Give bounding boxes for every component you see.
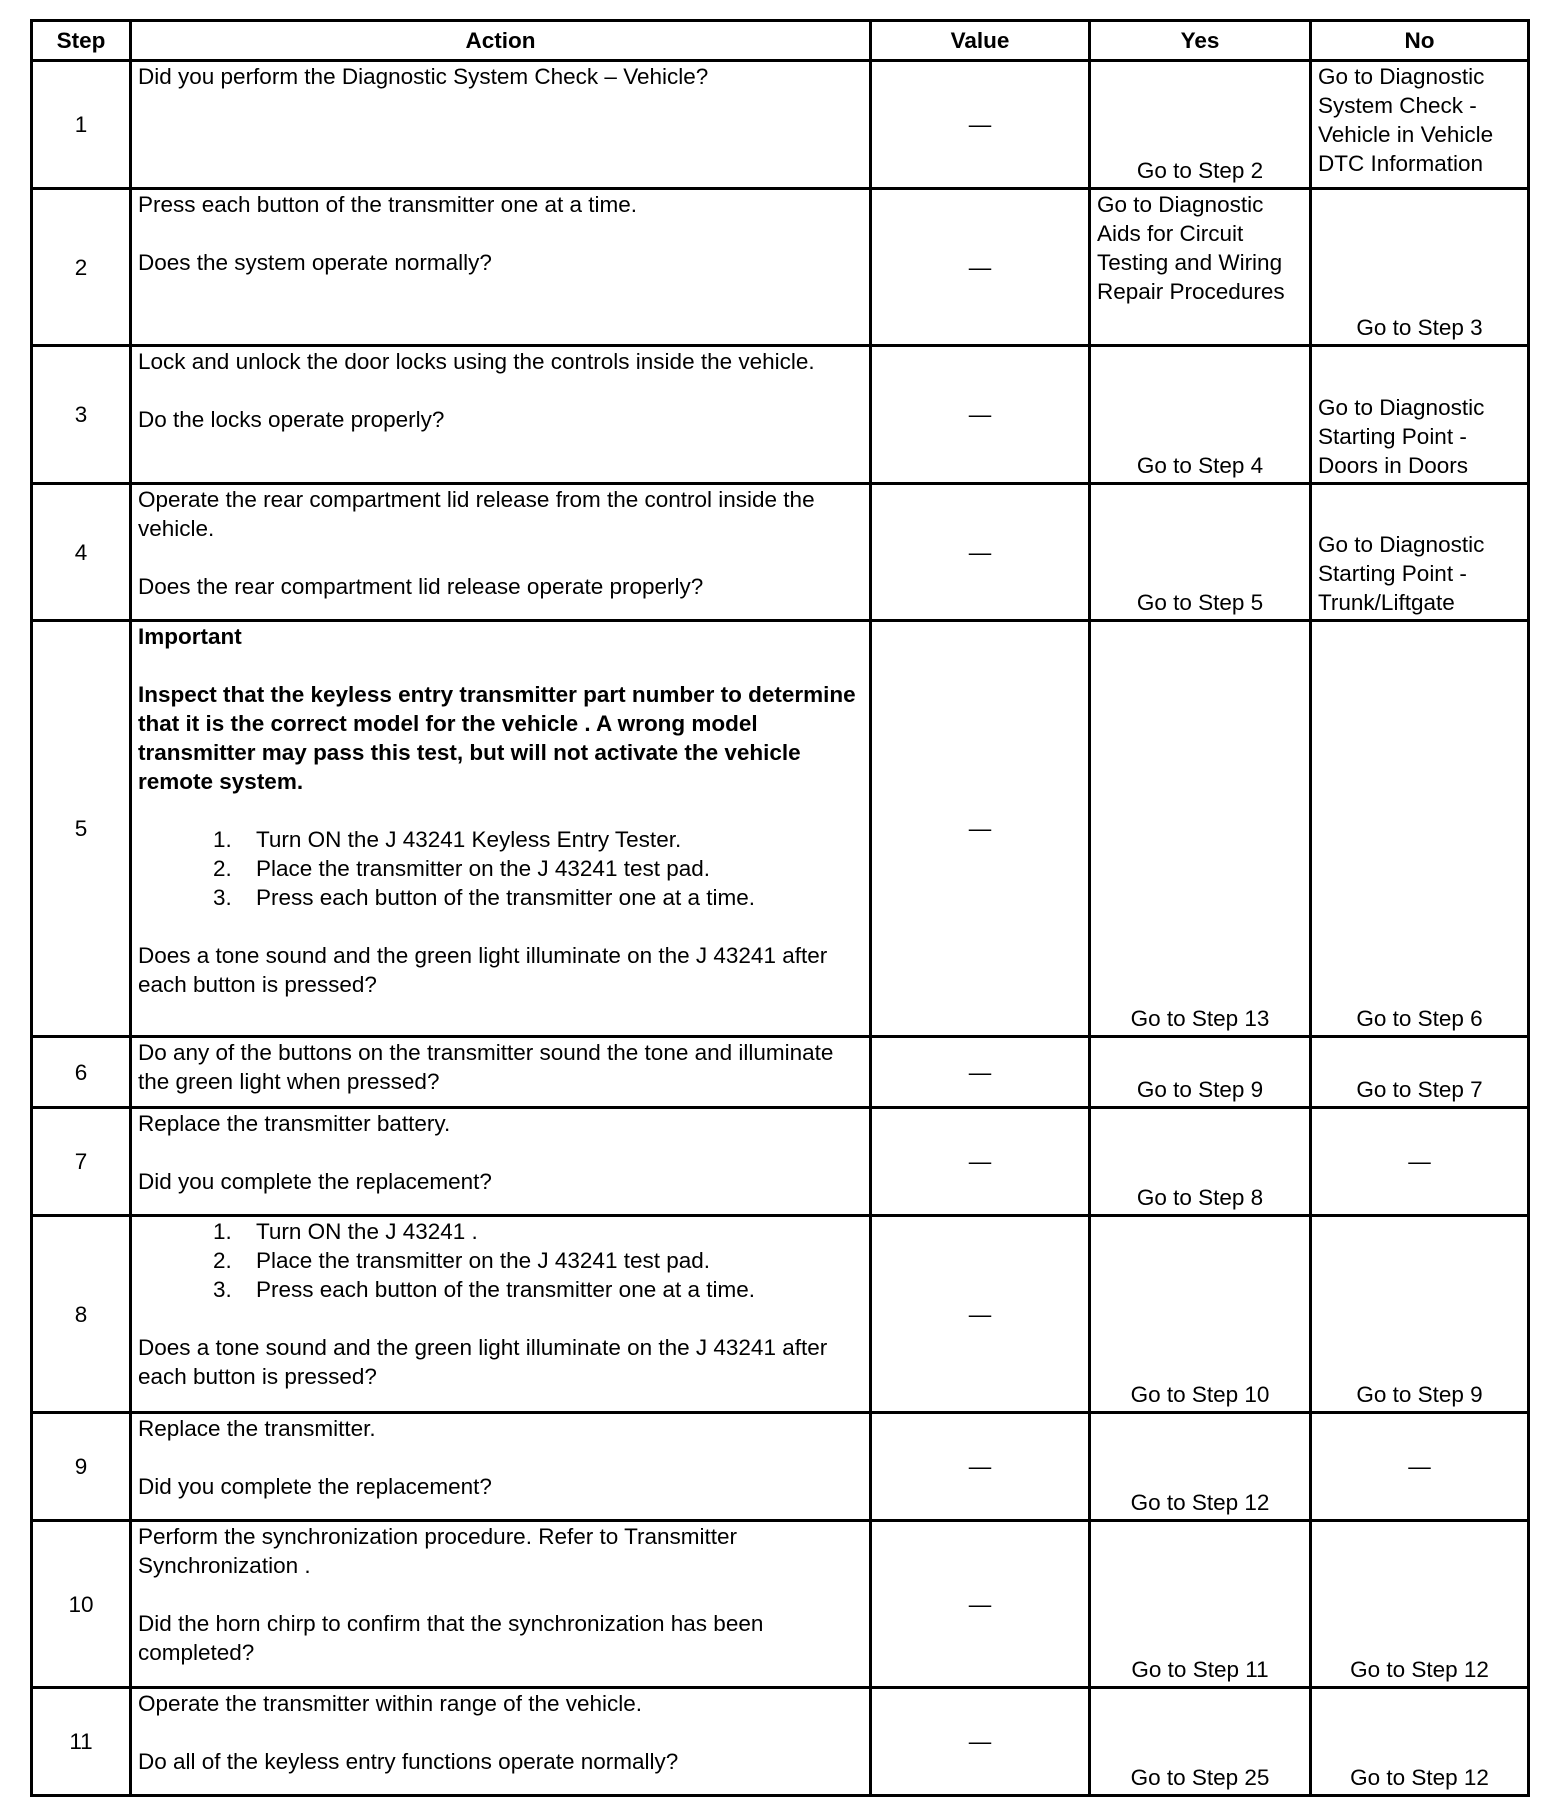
step-number: 11: [32, 1688, 131, 1796]
no-cell[interactable]: Go to Step 6: [1311, 621, 1529, 1037]
header-action: Action: [131, 21, 871, 61]
step-number: 9: [32, 1413, 131, 1521]
header-no: No: [1311, 21, 1529, 61]
action-cell: [131, 1413, 871, 1521]
table-row: [32, 1037, 1529, 1108]
action-cell: [131, 346, 871, 484]
action-cell: [131, 621, 871, 1037]
action-cell: [131, 1037, 871, 1108]
no-cell[interactable]: Go to Diagnostic Starting Point - Doors in Doors: [1311, 346, 1529, 484]
step-number: 10: [32, 1521, 131, 1688]
action-text: Did you perform the Diagnostic System Check – Vehicle?: [138, 64, 709, 89]
no-cell[interactable]: Go to Step 12: [1311, 1688, 1529, 1796]
procedure-step: 2. Place the transmitter on the J 43241 test pad.: [238, 1246, 863, 1275]
yes-cell[interactable]: Go to Step 9: [1090, 1037, 1311, 1108]
yes-cell[interactable]: Go to Step 10: [1090, 1216, 1311, 1413]
table-row: [32, 1521, 1529, 1688]
action-cell: [131, 484, 871, 621]
step-number: 6: [32, 1037, 131, 1108]
action-text: Replace the transmitter.: [138, 1416, 376, 1441]
step-number: 2: [32, 189, 131, 346]
action-question: Does the system operate normally?: [138, 250, 492, 275]
value-cell: —: [871, 61, 1090, 189]
step-number: 4: [32, 484, 131, 621]
important-note: Inspect that the keyless entry transmitter part number to determine that it is the correct model for the vehicle . A wrong model transmitter may pass this test, but will not activate the vehicle remote system.: [138, 682, 856, 794]
step-number: 3: [32, 346, 131, 484]
no-cell: —: [1311, 1413, 1529, 1521]
no-cell[interactable]: Go to Step 3: [1311, 189, 1529, 346]
action-cell: [131, 1216, 871, 1413]
value-cell: —: [871, 1521, 1090, 1688]
action-text: Perform the synchronization procedure. Refer to Transmitter Synchronization .: [138, 1524, 738, 1578]
step-number: 7: [32, 1108, 131, 1216]
action-cell: [131, 189, 871, 346]
action-question: Did the horn chirp to confirm that the synchronization has been completed?: [138, 1611, 764, 1665]
action-question: Did you complete the replacement?: [138, 1474, 492, 1499]
yes-cell[interactable]: Go to Step 4: [1090, 346, 1311, 484]
action-text: Do any of the buttons on the transmitter sound the tone and illuminate the green light when pressed?: [138, 1040, 834, 1094]
value-cell: —: [871, 621, 1090, 1037]
no-cell[interactable]: Go to Diagnostic System Check - Vehicle in Vehicle DTC Information: [1311, 61, 1529, 189]
header-step: Step: [32, 21, 131, 61]
action-cell: [131, 1521, 871, 1688]
action-question: Does a tone sound and the green light illuminate on the J 43241 after each button is pressed?: [138, 943, 828, 997]
action-question: Does a tone sound and the green light illuminate on the J 43241 after each button is pressed?: [138, 1335, 828, 1389]
action-text: Lock and unlock the door locks using the controls inside the vehicle.: [138, 349, 815, 374]
value-cell: —: [871, 484, 1090, 621]
value-cell: —: [871, 1108, 1090, 1216]
table-row: [32, 346, 1529, 484]
table-row: [32, 1688, 1529, 1796]
action-question: Does the rear compartment lid release operate properly?: [138, 574, 704, 599]
table-row: [32, 189, 1529, 346]
yes-cell[interactable]: Go to Step 2: [1090, 61, 1311, 189]
yes-cell[interactable]: Go to Step 12: [1090, 1413, 1311, 1521]
action-text: Press each button of the transmitter one at a time.: [138, 192, 638, 217]
action-cell: [131, 1688, 871, 1796]
action-text: Operate the rear compartment lid release from the control inside the vehicle.: [138, 487, 815, 541]
no-cell: —: [1311, 1108, 1529, 1216]
yes-cell[interactable]: Go to Step 5: [1090, 484, 1311, 621]
table-row: [32, 1413, 1529, 1521]
procedure-step: 3. Press each button of the transmitter one at a time.: [238, 883, 863, 912]
yes-cell[interactable]: Go to Step 8: [1090, 1108, 1311, 1216]
value-cell: —: [871, 346, 1090, 484]
action-question: Do the locks operate properly?: [138, 407, 445, 432]
yes-cell[interactable]: Go to Step 13: [1090, 621, 1311, 1037]
yes-cell[interactable]: Go to Diagnostic Aids for Circuit Testing and Wiring Repair Procedures: [1090, 189, 1311, 346]
yes-cell[interactable]: Go to Step 11: [1090, 1521, 1311, 1688]
action-question: Do all of the keyless entry functions operate normally?: [138, 1749, 679, 1774]
diagnostic-table: [30, 19, 1530, 1797]
procedure-list: [138, 825, 863, 912]
header-value: Value: [871, 21, 1090, 61]
step-number: 8: [32, 1216, 131, 1413]
step-number: 1: [32, 61, 131, 189]
value-cell: —: [871, 189, 1090, 346]
action-text: Operate the transmitter within range of the vehicle.: [138, 1691, 643, 1716]
no-cell[interactable]: Go to Diagnostic Starting Point - Trunk/Liftgate: [1311, 484, 1529, 621]
header-yes: Yes: [1090, 21, 1311, 61]
yes-cell[interactable]: Go to Step 25: [1090, 1688, 1311, 1796]
important-label: Important: [138, 624, 242, 649]
action-question: Did you complete the replacement?: [138, 1169, 492, 1194]
table-row: [32, 621, 1529, 1037]
no-cell[interactable]: Go to Step 9: [1311, 1216, 1529, 1413]
procedure-step: 1. Turn ON the J 43241 Keyless Entry Tester.: [238, 825, 863, 854]
no-cell[interactable]: Go to Step 7: [1311, 1037, 1529, 1108]
value-cell: —: [871, 1688, 1090, 1796]
step-number: 5: [32, 621, 131, 1037]
value-cell: —: [871, 1216, 1090, 1413]
procedure-step: 2. Place the transmitter on the J 43241 test pad.: [238, 854, 863, 883]
value-cell: —: [871, 1413, 1090, 1521]
procedure-step: 1. Turn ON the J 43241 .: [238, 1217, 863, 1246]
table-row: [32, 61, 1529, 189]
action-cell: [131, 1108, 871, 1216]
table-row: [32, 1108, 1529, 1216]
action-cell: [131, 61, 871, 189]
table-header-row: [32, 21, 1529, 61]
action-text: Replace the transmitter battery.: [138, 1111, 451, 1136]
table-row: [32, 484, 1529, 621]
procedure-step: 3. Press each button of the transmitter one at a time.: [238, 1275, 863, 1304]
no-cell[interactable]: Go to Step 12: [1311, 1521, 1529, 1688]
procedure-list: [138, 1217, 863, 1304]
value-cell: —: [871, 1037, 1090, 1108]
table-row: [32, 1216, 1529, 1413]
